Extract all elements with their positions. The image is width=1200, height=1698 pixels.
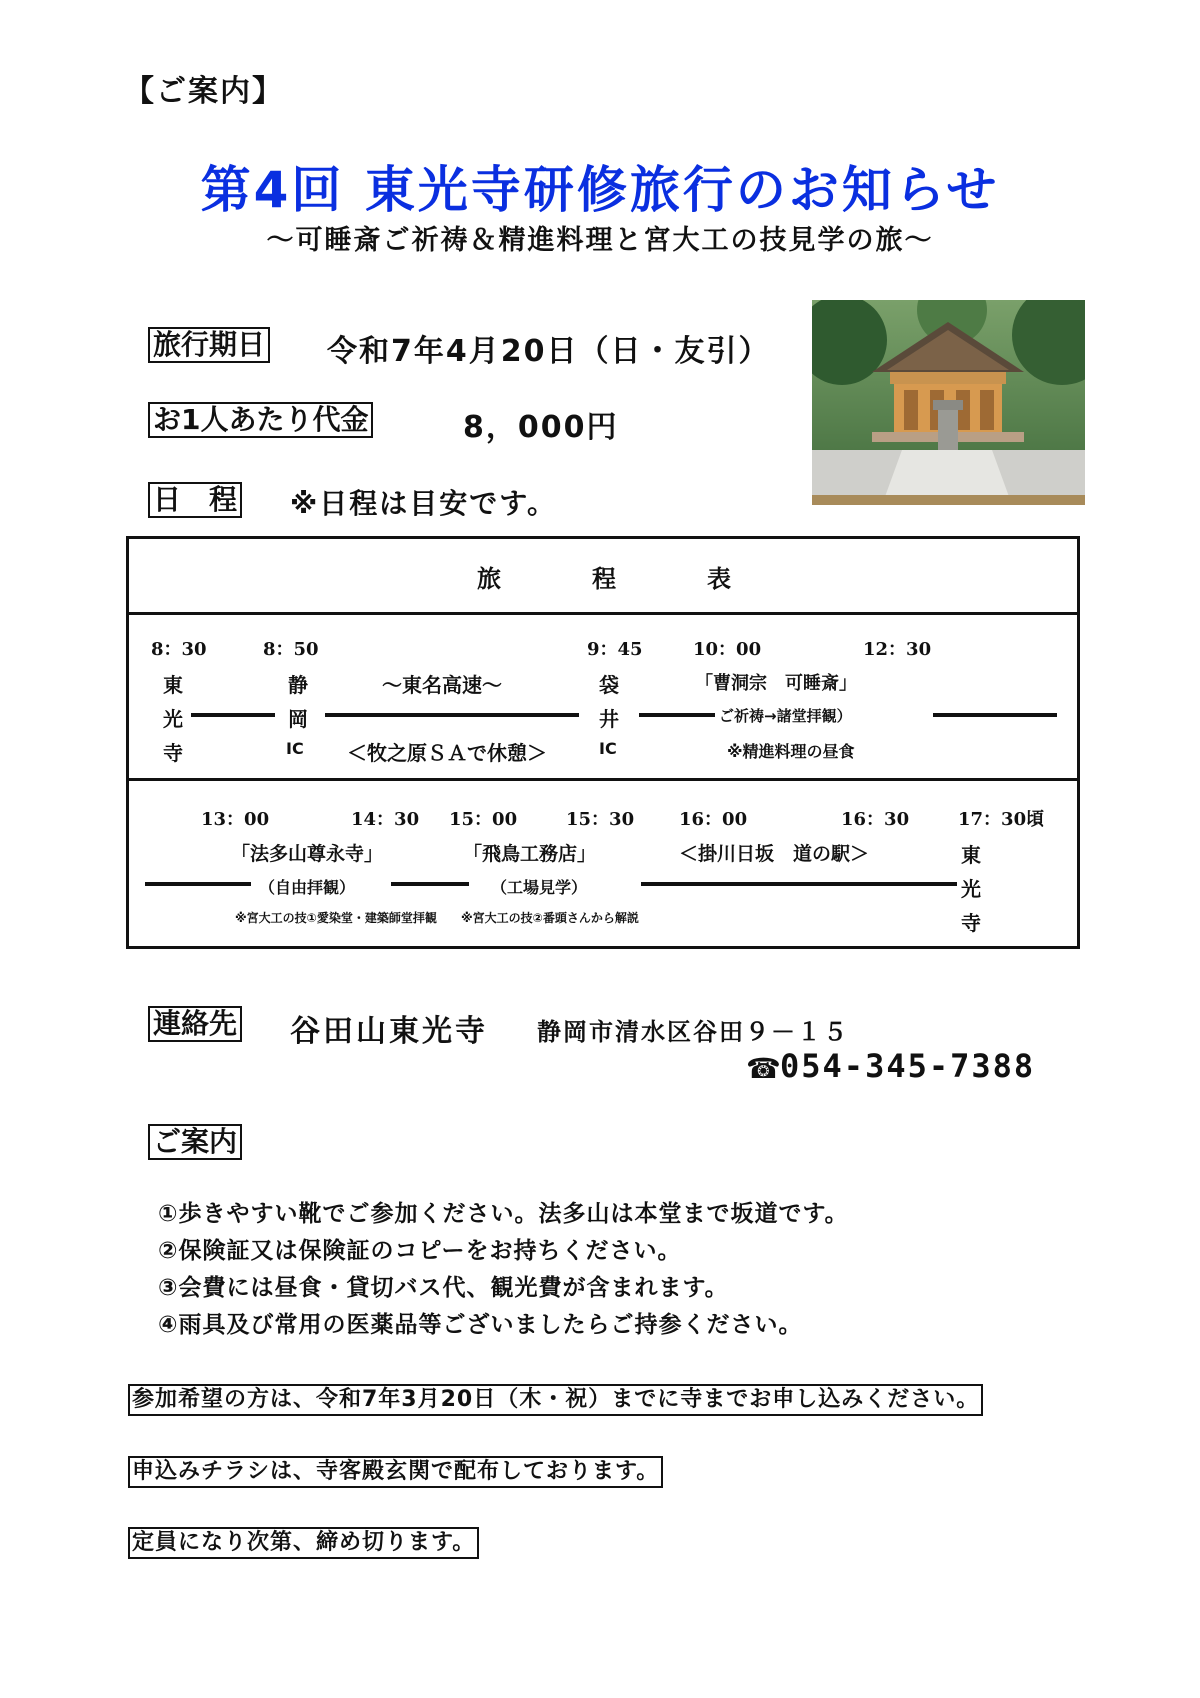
stop-end-char: 光 xyxy=(961,877,981,901)
stop-hattasan-sub: （自由拝観） xyxy=(259,878,356,897)
guide-list xyxy=(158,1196,849,1344)
price-value: 8，000円 xyxy=(463,410,619,445)
guide-item: ①歩きやすい靴でご参加ください。法多山は本堂まで坂道です。 xyxy=(158,1201,849,1227)
lunch-note: ※精進料理の昼食 xyxy=(727,742,855,761)
stop-start-char: 光 xyxy=(163,707,183,731)
page-subtitle: ～可睡斎ご祈祷＆精進料理と宮大工の技見学の旅～ xyxy=(266,225,934,256)
time: 15：30 xyxy=(566,809,635,830)
stop-ic-char: 袋 xyxy=(599,673,619,697)
time: 16：00 xyxy=(679,809,748,830)
contact-label: 連絡先 xyxy=(148,1006,242,1042)
guide-item: ②保険証又は保険証のコピーをお持ちください。 xyxy=(158,1238,682,1264)
notice-flyer: 申込みチラシは、寺客殿玄関で配布しております。 xyxy=(128,1456,663,1488)
stop-asuka: 「飛鳥工務店」 xyxy=(463,843,597,865)
page-title: 第4回 東光寺研修旅行のお知らせ xyxy=(200,161,1000,219)
trip-date-value: 令和7年4月20日（日・友引） xyxy=(327,334,771,369)
schedule-note: ※日程は目安です。 xyxy=(290,487,557,520)
stop-hattasan-note: ※宮大工の技①愛染堂・建築師堂拝観 xyxy=(235,911,437,925)
time: 8：30 xyxy=(151,639,207,660)
stop-hattasan: 「法多山尊永寺」 xyxy=(231,843,384,865)
itinerary-heading-char: 旅 xyxy=(477,565,501,593)
time: 8：50 xyxy=(263,639,319,660)
route-line xyxy=(145,882,251,886)
itinerary-heading-char: 程 xyxy=(592,565,616,593)
time: 12：30 xyxy=(863,639,932,660)
stop-end-char: 東 xyxy=(961,843,981,867)
time: 13：00 xyxy=(201,809,270,830)
stop-kasuisai-prayer: ご祈祷→諸堂拝観） xyxy=(719,707,852,725)
temple-photo xyxy=(812,300,1085,505)
contact-phone: 054-345-7388 xyxy=(780,1047,1036,1085)
time: 14：30 xyxy=(351,809,420,830)
schedule-label: 日 程 xyxy=(148,482,242,518)
itinerary-heading xyxy=(129,539,1077,615)
itinerary-heading-char: 表 xyxy=(707,565,731,593)
itinerary-table xyxy=(126,536,1080,949)
stop-michinoeki: ＜掛川日坂 道の駅＞ xyxy=(679,843,870,865)
time: 15：00 xyxy=(449,809,518,830)
stop-start-char: 寺 xyxy=(163,741,183,765)
guide-item: ④雨具及び常用の医薬品等ございましたらご持参ください。 xyxy=(158,1312,803,1338)
stop-kasuisai: 「曹洞宗 可睡斎」 xyxy=(695,673,857,694)
route-line xyxy=(933,713,1057,717)
time: 9：45 xyxy=(587,639,643,660)
route-line xyxy=(641,882,957,886)
guide-label: ご案内 xyxy=(148,1124,242,1160)
time: 17：30頃 xyxy=(958,809,1045,830)
contact-name: 谷田山東光寺 xyxy=(290,1014,488,1049)
route-line xyxy=(325,713,579,717)
stop-asuka-sub: （工場見学） xyxy=(491,878,588,897)
rest-stop-label: ＜牧之原ＳＡで休憩＞ xyxy=(347,741,547,765)
phone-icon: ☎ xyxy=(746,1052,781,1085)
price-label: お1人あたり代金 xyxy=(148,402,373,438)
stop-ic-char: IC xyxy=(286,739,304,758)
stop-asuka-note: ※宮大工の技②番頭さんから解説 xyxy=(461,911,639,925)
row-divider xyxy=(129,778,1077,781)
stop-ic-char: 井 xyxy=(599,707,619,731)
time: 16：30 xyxy=(841,809,910,830)
contact-address: 静岡市清水区谷田９－１５ xyxy=(537,1018,849,1046)
notice-capacity: 定員になり次第、締め切ります。 xyxy=(128,1527,479,1559)
stop-start-char: 東 xyxy=(163,673,183,697)
trip-date-label: 旅行期日 xyxy=(148,327,270,363)
highway-label: ～東名高速～ xyxy=(382,673,502,697)
route-line xyxy=(639,713,715,717)
stop-ic-char: 静 xyxy=(288,673,308,697)
notice-deadline: 参加希望の方は、令和7年3月20日（木・祝）までに寺までお申し込みください。 xyxy=(128,1384,983,1416)
route-line xyxy=(191,713,275,717)
stop-ic-char: 岡 xyxy=(288,707,308,731)
stop-ic-char: IC xyxy=(599,739,617,758)
stop-end-char: 寺 xyxy=(961,911,981,935)
route-line xyxy=(391,882,469,886)
guide-item: ③会費には昼食・貸切バス代、観光費が含まれます。 xyxy=(158,1275,729,1301)
header-tag: 【ご案内】 xyxy=(124,74,284,109)
time: 10：00 xyxy=(693,639,762,660)
